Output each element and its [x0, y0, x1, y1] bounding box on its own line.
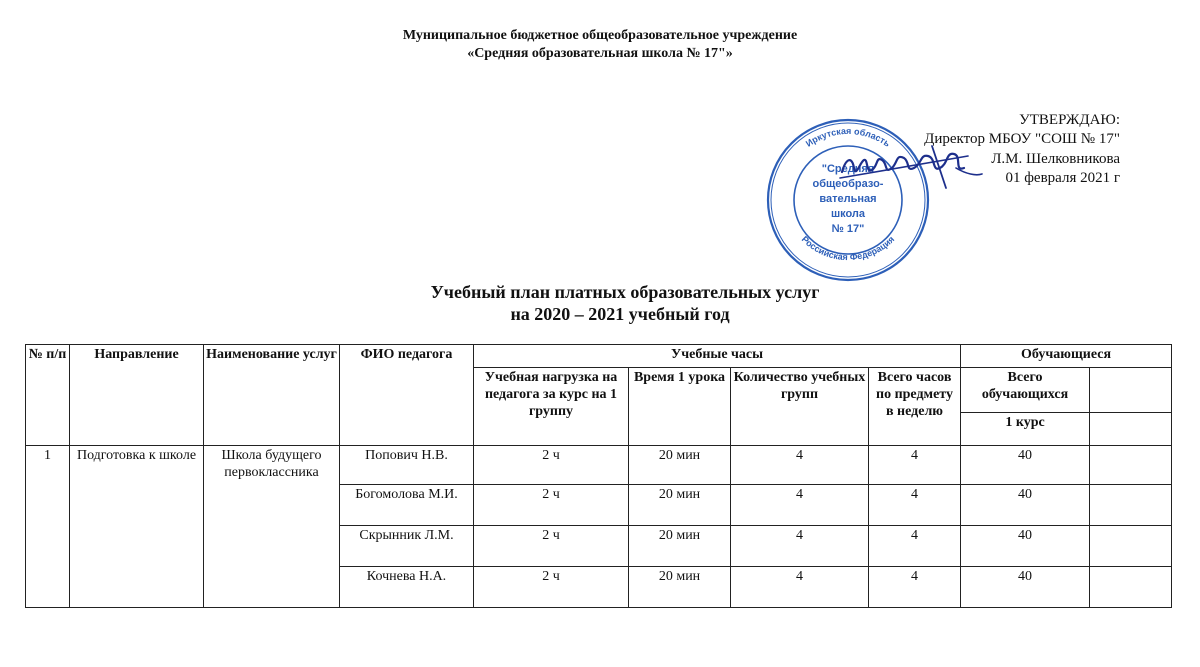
- header-study-hours: Учебные часы: [474, 345, 961, 368]
- cell-time: 20 мин: [629, 485, 731, 526]
- cell-time: 20 мин: [629, 526, 731, 567]
- cell-hours: 4: [869, 567, 961, 608]
- header-students: Обучающиеся: [961, 345, 1172, 368]
- header-course1: 1 курс: [961, 413, 1090, 446]
- cell-extra: [1090, 567, 1172, 608]
- cell-time: 20 мин: [629, 567, 731, 608]
- approval-line1: УТВЕРЖДАЮ:: [1019, 112, 1120, 128]
- cell-load: 2 ч: [474, 446, 629, 485]
- cell-extra: [1090, 485, 1172, 526]
- org-name-line2: «Средняя образовательная школа № 17"»: [467, 46, 733, 61]
- svg-text:Российская Федерация: [800, 234, 897, 262]
- cell-teacher: Скрынник Л.М.: [340, 526, 474, 567]
- cell-students: 40: [961, 485, 1090, 526]
- header-total-students: Всего обучающихся: [961, 368, 1090, 413]
- approval-line3: Л.М. Шелковникова: [991, 151, 1120, 167]
- seal-center-line1: "Средняя: [821, 163, 875, 175]
- header-direction: Направление: [70, 345, 204, 446]
- cell-students: 40: [961, 526, 1090, 567]
- director-signature: [836, 138, 986, 194]
- seal-outer-bottom-text: Российская Федерация: [799, 234, 897, 263]
- cell-hours: 4: [869, 446, 961, 485]
- cell-num: 1: [26, 446, 70, 608]
- cell-teacher: Попович Н.В.: [340, 446, 474, 485]
- cell-groups: 4: [731, 567, 869, 608]
- org-name-line1: Муниципальное бюджетное общеобразовательное учреждение: [402, 28, 798, 43]
- cell-direction: Подготовка к школе: [70, 446, 204, 608]
- cell-extra: [1090, 446, 1172, 485]
- header-total-hours: Всего часов по предмету в неделю: [869, 368, 961, 446]
- approval-line2: Директор МБОУ "СОШ № 17": [924, 131, 1120, 147]
- header-empty-2: [1090, 413, 1172, 446]
- cell-extra: [1090, 526, 1172, 567]
- cell-hours: 4: [869, 526, 961, 567]
- cell-students: 40: [961, 446, 1090, 485]
- header-teacher: ФИО педагога: [340, 345, 474, 446]
- cell-hours: 4: [869, 485, 961, 526]
- header-empty: [1090, 368, 1172, 413]
- approval-line4: 01 февраля 2021 г: [1005, 170, 1120, 186]
- header-service: Наименование услуг: [204, 345, 340, 446]
- header-groups: Количество учебных групп: [731, 368, 869, 446]
- cell-load: 2 ч: [474, 526, 629, 567]
- cell-teacher: Кочнева Н.А.: [340, 567, 474, 608]
- header-load: Учебная нагрузка на педагога за курс на 1 группу: [474, 368, 629, 446]
- seal-outer-top-text: Иркутская область: [803, 125, 893, 149]
- seal-center-line3: вательная: [819, 193, 877, 205]
- table-row: [26, 446, 1172, 485]
- cell-groups: 4: [731, 446, 869, 485]
- cell-load: 2 ч: [474, 485, 629, 526]
- cell-groups: 4: [731, 485, 869, 526]
- cell-load: 2 ч: [474, 567, 629, 608]
- seal-center-line4: школа: [830, 208, 866, 220]
- cell-students: 40: [961, 567, 1090, 608]
- cell-groups: 4: [731, 526, 869, 567]
- seal-center-line5: № 17": [831, 223, 865, 235]
- seal-center-line2: общеобразо-: [812, 178, 884, 190]
- study-plan-table: [25, 344, 1172, 608]
- header-num: № п/п: [26, 345, 70, 446]
- cell-time: 20 мин: [629, 446, 731, 485]
- plan-title-line1: Учебный план платных образовательных услуг: [430, 282, 820, 302]
- plan-title-line2: на 2020 – 2021 учебный год: [510, 304, 730, 324]
- header-lesson-time: Время 1 урока: [629, 368, 731, 446]
- cell-teacher: Богомолова М.И.: [340, 485, 474, 526]
- cell-service: Школа будущего первоклассника: [204, 446, 340, 608]
